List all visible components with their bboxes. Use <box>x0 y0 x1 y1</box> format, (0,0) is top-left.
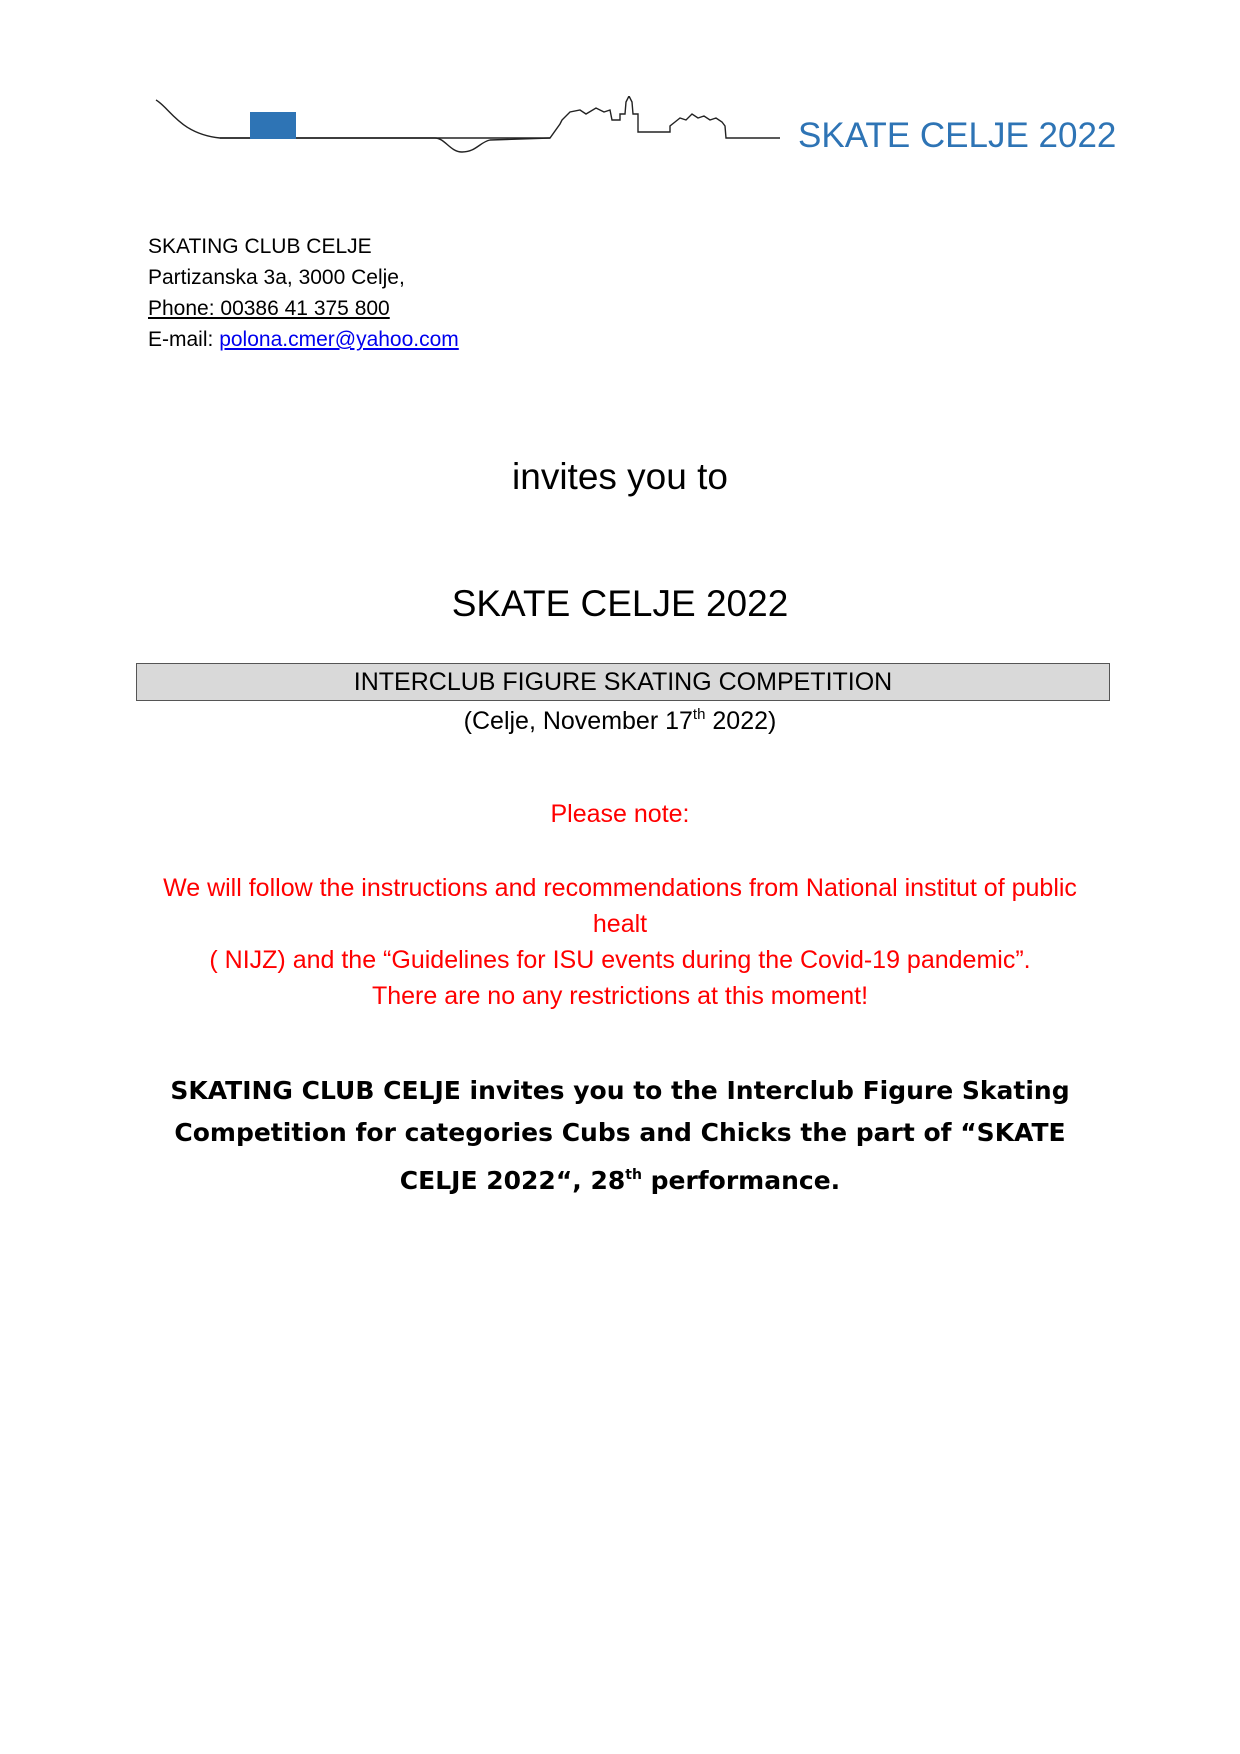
date-prefix: (Celje, November 17 <box>463 707 693 735</box>
contact-block <box>148 231 459 355</box>
note-body <box>140 870 1100 1014</box>
club-address: Partizanska 3a, 3000 Celje, <box>148 266 405 289</box>
logo-base-line <box>220 138 550 152</box>
club-name: SKATING CLUB CELJE <box>148 235 372 258</box>
note-heading: Please note: <box>550 800 690 828</box>
logo-blue-block <box>250 112 296 139</box>
date-suffix: 2022) <box>705 707 777 735</box>
logo-skyline-line <box>156 96 780 138</box>
invitation-line-2: Competition for categories Cubs and Chicks the part of “SKATE <box>174 1118 1066 1147</box>
invitation-superscript: th <box>625 1167 642 1183</box>
competition-name: INTERCLUB FIGURE SKATING COMPETITION <box>353 668 893 696</box>
invitation-line-3-suffix: performance. <box>641 1166 841 1195</box>
email-label: E-mail: <box>148 328 220 351</box>
club-email-line <box>148 324 459 355</box>
header-title: SKATE CELJE 2022 <box>798 116 1117 155</box>
invitation-line-3 <box>140 1154 1100 1202</box>
invitation-line-1: SKATING CLUB CELJE invites you to the Interclub Figure Skating <box>170 1076 1070 1105</box>
competition-date <box>0 706 1240 736</box>
event-title: SKATE CELJE 2022 <box>451 583 789 624</box>
note-line-1: We will follow the instructions and recommendations from National institut of public healt <box>163 874 1077 938</box>
invites-heading: invites you to <box>512 456 728 497</box>
club-phone: Phone: 00386 41 375 800 <box>148 297 390 320</box>
email-link[interactable]: polona.cmer@yahoo.com <box>219 328 459 351</box>
invitation-line-3-prefix: CELJE 2022“, 28 <box>399 1166 626 1195</box>
invitation-paragraph <box>140 1070 1100 1202</box>
skate-celje-logo <box>150 96 790 176</box>
date-superscript: th <box>692 706 706 723</box>
competition-banner <box>136 663 1110 701</box>
note-line-2: ( NIJZ) and the “Guidelines for ISU events during the Covid-19 pandemic”. <box>209 946 1031 974</box>
note-line-3: There are no any restrictions at this moment! <box>371 982 869 1010</box>
